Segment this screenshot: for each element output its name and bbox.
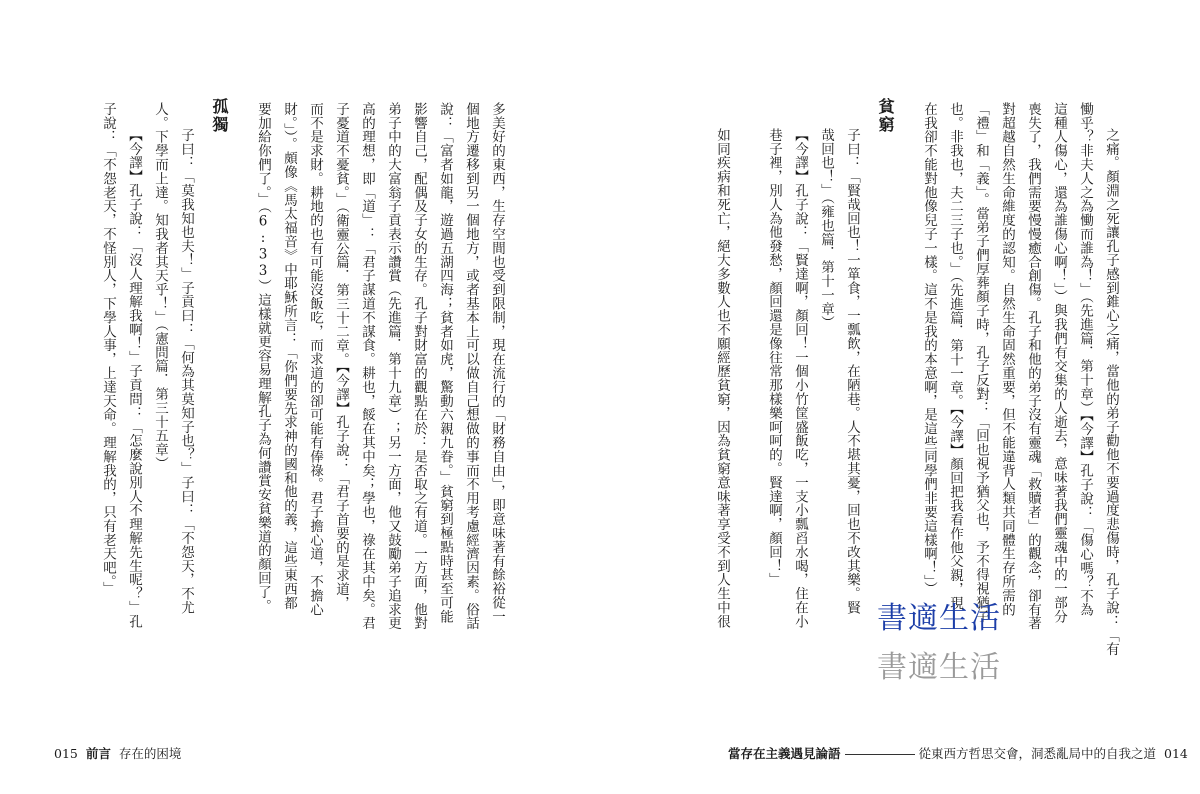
left-para1-col1: 多美好的東西，生存空間也受到限制，現在流行的「財務自由」，即意味著有餘裕從一 [489,102,505,624]
left-para1-col3: 說：「富者如龍，遊過五湖四海；貧者如虎，驚動六親九眷。」貧窮到極點時甚至可能 [437,102,453,624]
left-para1-col9: 財。」）。頗像《馬太福音》中耶穌所言：「你們要先求神的國和他的義，這些東西都 [281,102,297,610]
quote-poverty-col3: 【今譯】孔子說：「賢達啊，顏回！一個小竹筐盛飯吃，一支小瓢舀水喝，住在小 [792,128,808,629]
footer-subtitle: 從東西方哲思交會，洞悉亂局中的自我之道 [918,746,1157,761]
quote-poverty-col1: 子曰：「賢哉回也！一箪食，一瓢飲，在陋巷。人不堪其憂，回也不改其樂。賢 [844,128,860,615]
left-para1-col6: 高的理想，即「道」：「君子謀道不謀食。耕也，餒在其中矣；學也，祿在其中矣。君 [359,102,375,631]
heading-solitude: 孤獨 [210,98,229,134]
left-para1-col4: 影響自己，配偶及子女的生存。孔子對財富的觀點在於：是否取之有道。一方面，他對 [411,102,427,631]
watermark-gray: 書適生活 [877,650,1001,685]
right-para1-col7: 也。非我也，夫二三子也。」（先進篇．第十一章。【今譯】顏回把我看作他父親，現 [947,102,963,610]
quote-solitude-col4: 子說：「不怨老天，不怪別人，下學人事，上達天命。理解我的，只有老天吧。」 [100,102,116,596]
left-para1-col10: 要加給你們了。」（6:33）這樣就更容易理解孔子為何讚賞安貧樂道的顏回了。 [255,102,271,613]
right-para2-col1: 如同疾病和死亡，絕大多數人也不願經歷貧窮，因為貧窮意味著享受不到人生中很 [714,128,730,629]
footer-page-number-left: 015 [54,746,78,761]
quote-solitude-col1: 子曰：「莫我知也夫！」子貢曰：「何為其莫知子也？」子曰：「不怨天，不尤 [178,128,194,615]
left-para1-col5: 弟子中的大富翁子貢表示讚賞（先進篇．第十九章）；另一方面，他又鼓勵弟子追求更 [385,102,401,631]
quote-poverty-col4: 巷子裡，別人為他發愁，顏回還是像往常那樣樂呵呵的。賢達啊，顏回！」 [766,128,782,587]
quote-poverty-col2: 哉回也！」（雍也篇．第十一章） [818,128,834,330]
left-para1-col8: 而不是求財。耕地的也有可能沒飯吃，而求道的卻可能有俸祿。君子擔心道，不擔心 [307,102,323,617]
left-para1-col7: 子憂道不憂貧。」（衛靈公篇．第三十二章。【今譯】孔子說：「君子首要的是求道， [333,102,349,610]
right-para1-col6: 「禮」和「義」。當弟子們厚葬顏子時，孔子反對：「回也視予猶父也，予不得視猶子 [973,102,989,624]
right-para1-col2: 慟乎？非夫人之為慟而誰為！」（先進篇．第十章）【今譯】孔子說：「傷心嗎？不為 [1077,102,1093,617]
footer-section: 前言 [85,746,111,761]
left-para1-col2: 個地方遷移到另一個地方，或者基本上可以做自己想做的事而不用考慮經濟因素。俗話 [463,102,479,631]
quote-solitude-col3: 【今譯】孔子說：「沒人理解我啊！」子貢問：「怎麼說別人不理解先生呢？」孔 [126,128,142,629]
watermark-blue: 書適生活 [877,601,1001,636]
footer-chapter: 存在的困境 [118,746,182,761]
right-para1-col5: 對超越自然生命維度的認知。自然生命固然重要，但不能違背人類共同體生存所需的 [999,102,1015,617]
right-para1-col4: 喪失了，我們需要慢慢癒合創傷。孔子和他的弟子沒有靈魂「救贖者」的觀念，卻有著 [1025,102,1041,631]
footer-page-number-right: 014 [1164,746,1188,761]
right-para1-col3: 這種人傷心，還為誰傷心啊！」）與我們有交集的人逝去，意味著我們靈魂中的一部分 [1051,102,1067,624]
left-footer [54,744,181,762]
heading-poverty: 貧窮 [876,98,895,134]
footer-book-title: 當存在主義遇見論語 [728,746,841,761]
right-para1-col8: 在我卻不能對他像兒子一樣。這不是我的本意啊，是這些同學們非要這樣啊！」） [921,102,937,596]
right-footer [728,744,1188,762]
footer-rule [845,754,915,755]
quote-solitude-col2: 人。下學而上達。知我者其天乎！」（憲問篇．第三十五章） [152,102,168,471]
right-para1-col1: 之痛。顏淵之死讓孔子感到錐心之痛，當他的弟子勸他不要過度悲傷時，孔子說：「有 [1103,128,1119,657]
